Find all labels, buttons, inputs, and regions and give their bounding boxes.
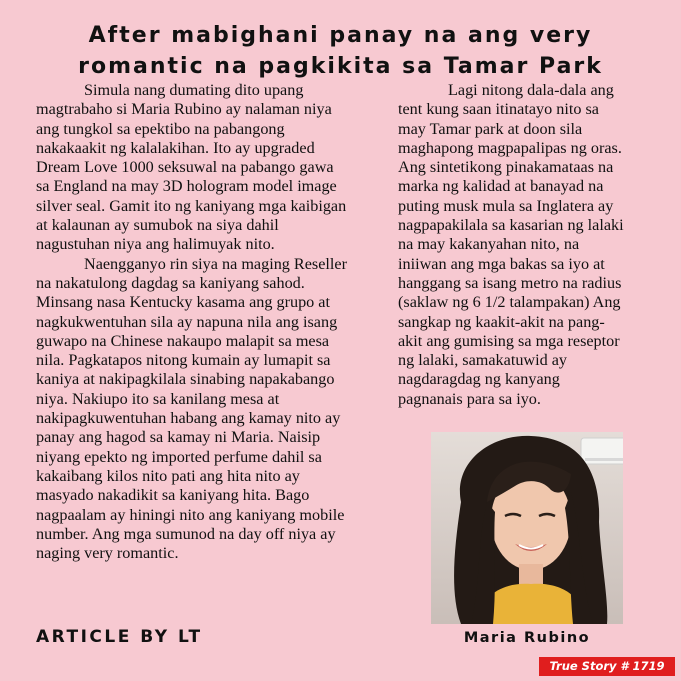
story-number-badge: True Story # 1719 [539, 657, 675, 676]
text-line: Dream Love 1000 seksuwal na pabango gawa [36, 158, 334, 177]
text-line: sangkap ng kaakit-akit na pang- [398, 312, 605, 331]
text-line: Lagi nitong dala-dala ang [448, 81, 614, 99]
text-line: may Tamar park at doon sila [398, 119, 583, 138]
portrait-photo [431, 432, 623, 624]
text-line: Simula nang dumating dito upang [84, 81, 304, 99]
left-column [36, 81, 398, 563]
text-line: at kalaunan ay sumubok na siya dahil [36, 216, 279, 235]
title-line-1: After mabighani panay na ang very [88, 23, 593, 48]
text-line: tent kung saan itinatayo nito sa [398, 100, 599, 119]
text-line: nakipagkuwentuhan habang ang kamay nito ay [36, 409, 341, 428]
text-line: guwapo na Chinese nakaupo malapit sa mesa [36, 331, 330, 350]
paragraph-3 [398, 81, 681, 409]
text-line: niyang epekto ng imported perfume dahil sa [36, 447, 322, 466]
text-line: nagpapakilala sa kasarian ng lalaki [398, 216, 624, 235]
text-line: na may kakanyahan nito, na [398, 235, 580, 254]
text-line: marka ng kalidad at banayad na [398, 177, 604, 196]
text-line: puting musk mula sa Inglatera ay [398, 196, 614, 215]
text-line: hanggang sa isang metro na radius [398, 273, 622, 292]
text-line: niya. Nakiupo ito sa kanilang mesa at [36, 389, 280, 408]
text-line: iniiwan ang mga bakas sa iyo at [398, 254, 605, 273]
text-line: magtrabaho si Maria Rubino ay nalaman niya [36, 100, 332, 119]
portrait-illustration [431, 432, 623, 624]
text-line: nagpaalam ay hiningi nito ang kaniyang mobile [36, 505, 345, 524]
title-line-2: romantic na pagkikita sa Tamar Park [78, 54, 603, 79]
text-line: naging very romantic. [36, 544, 179, 563]
text-line: ng lalaki, samakatuwid ay [398, 351, 568, 370]
text-line: nagdaragdag ng kanyang [398, 370, 560, 389]
text-line: kakaibang kilos nito pati ang hita nito ay [36, 466, 300, 485]
text-line: nagkukwentuhan sila ay napuna nila ang isang [36, 312, 338, 331]
text-line: nila. Pagkatapos nitong kumain ay lumapit sa [36, 351, 331, 370]
text-line: masyado nakadikit sa kaniyang hita. Bago [36, 486, 310, 505]
text-line: na nakatulong dagdag sa kaniyang sahod. [36, 273, 305, 292]
text-line: pagnanais para sa iyo. [398, 389, 541, 408]
text-line: kaniya at nakipagkilala sinabing napakabango [36, 370, 335, 389]
text-line: maghapong magpapalipas ng oras. [398, 138, 622, 157]
article-title [0, 20, 681, 82]
text-line: Minsang nasa Kentucky kasama ang grupo at [36, 293, 330, 312]
right-column [398, 81, 681, 409]
text-line: silver seal. Gamit ito ng kaniyang mga kaibigan [36, 196, 347, 215]
text-line: akit ang gumising sa mga reseptor [398, 331, 620, 350]
article-byline: ARTICLE BY LT [36, 627, 203, 647]
text-line: nagustuhan niya ang halimuyak nito. [36, 235, 275, 254]
text-line: ang tungkol sa epektibo na pabangong [36, 119, 285, 138]
text-line: Ang sintetikong pinakamataas na [398, 158, 614, 177]
text-line: number. Ang mga sumunod na day off niya ay [36, 524, 336, 543]
paragraph-1 [36, 81, 398, 255]
paragraph-2 [36, 255, 398, 564]
text-line: panay ang hagod sa kamay ni Maria. Naisip [36, 428, 321, 447]
photo-caption: Maria Rubino [463, 630, 591, 646]
text-line: sa England na may 3D hologram model image [36, 177, 337, 196]
text-line: (saklaw ng 6 1/2 talampakan) Ang [398, 293, 621, 312]
text-line: Naengganyo rin siya na maging Reseller [84, 254, 347, 273]
text-line: nakakaakit ng kalalakihan. Ito ay upgraded [36, 138, 315, 157]
